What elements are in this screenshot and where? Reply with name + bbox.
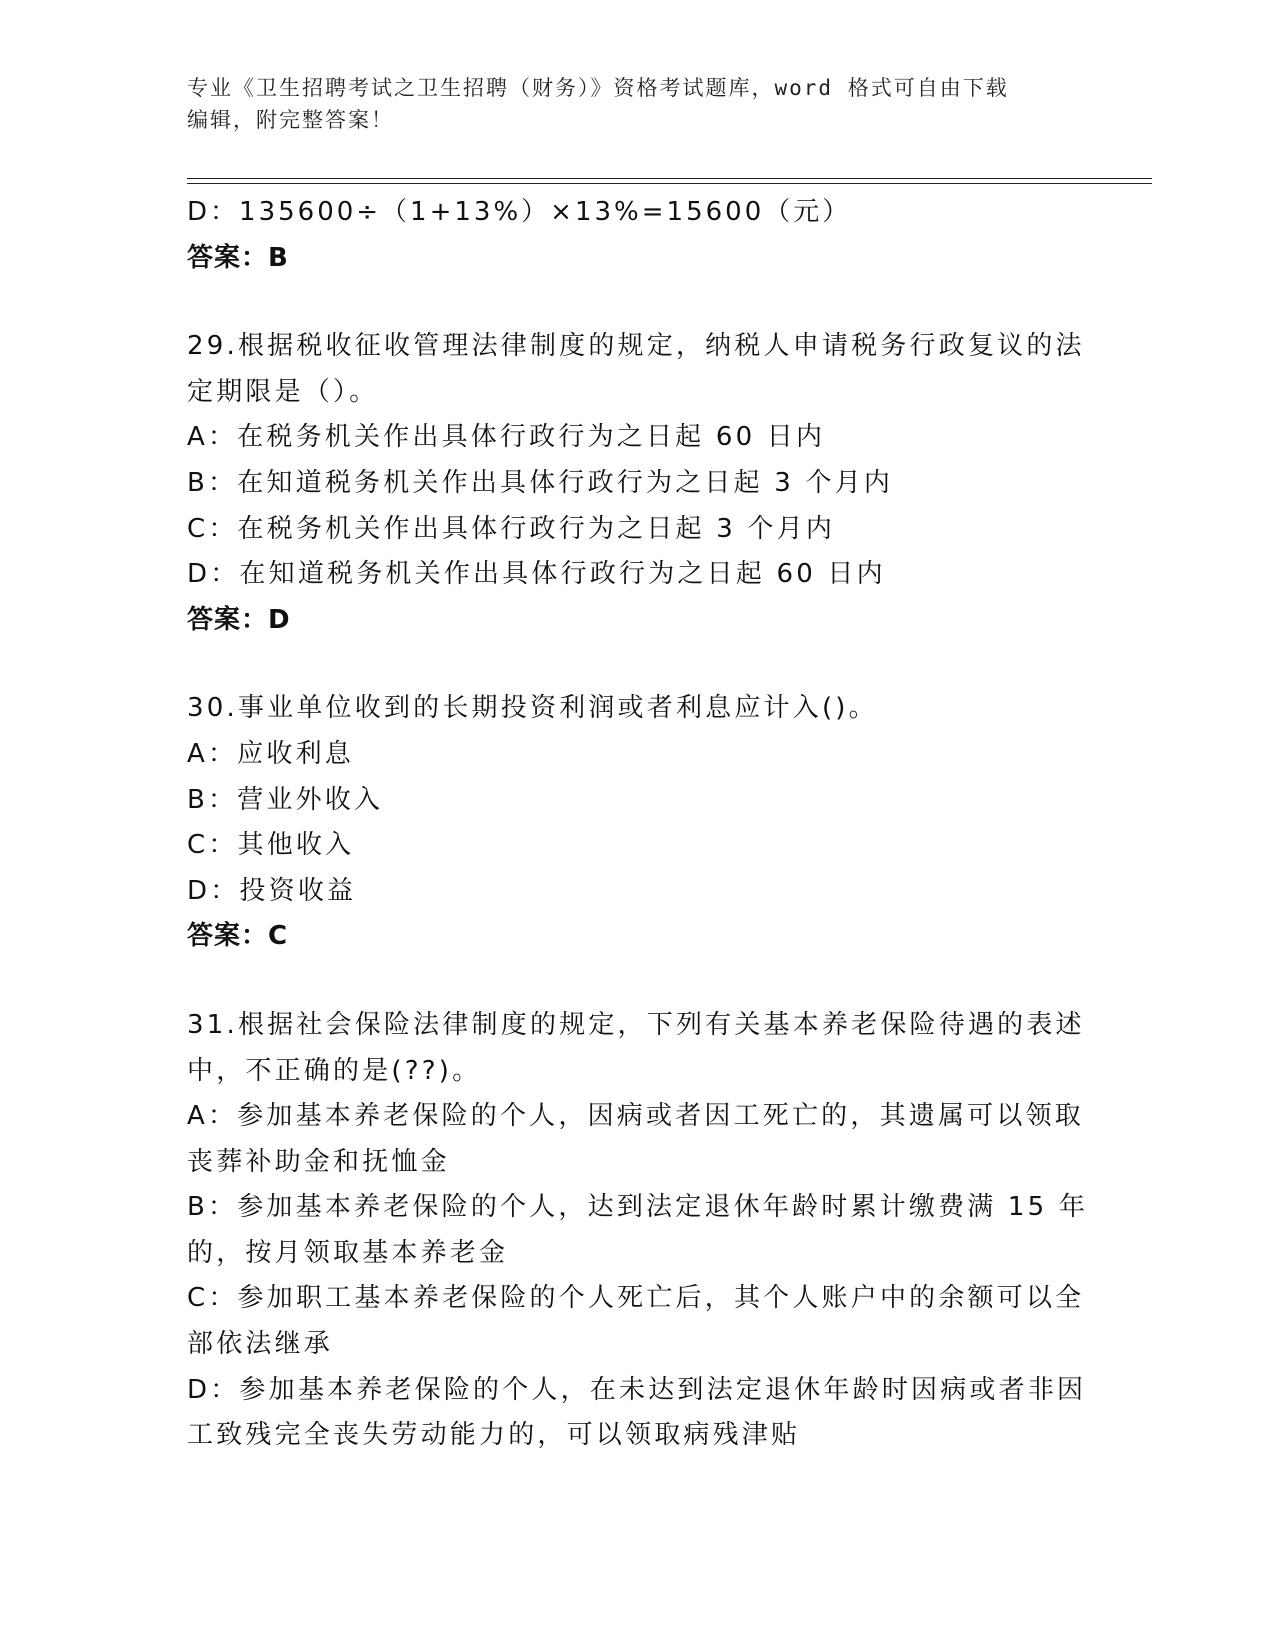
spacer bbox=[187, 281, 1087, 324]
question-stem: 29.根据税收征收管理法律制度的规定，纳税人申请税务行政复议的法 bbox=[187, 331, 1085, 362]
question-content bbox=[187, 190, 1087, 1459]
question-29 bbox=[187, 324, 1087, 643]
answer-line: 答案：C bbox=[187, 921, 289, 952]
option-c: C：在税务机关作出具体行政行为之日起 3 个月内 bbox=[187, 513, 836, 544]
option-a: A：应收利息 bbox=[187, 738, 354, 769]
option-d: D：在知道税务机关作出具体行政行为之日起 60 日内 bbox=[187, 559, 886, 590]
question-31 bbox=[187, 1003, 1087, 1459]
question-30 bbox=[187, 686, 1087, 960]
header-line-1: 专业《卫生招聘考试之卫生招聘（财务）》资格考试题库，word 格式可自由下载 bbox=[187, 76, 1009, 100]
option-a: A：在税务机关作出具体行政行为之日起 60 日内 bbox=[187, 422, 826, 453]
option-a: A：参加基本养老保险的个人，因病或者因工死亡的，其遗属可以领取 bbox=[187, 1101, 1084, 1132]
answer-line: 答案：D bbox=[187, 604, 291, 635]
question-stem: 31.根据社会保险法律制度的规定，下列有关基本养老保险待遇的表述 bbox=[187, 1009, 1085, 1040]
answer-line: 答案：B bbox=[187, 242, 289, 273]
header-divider-bottom bbox=[187, 183, 1152, 184]
header-line-2: 编辑，附完整答案！ bbox=[187, 108, 394, 132]
spacer bbox=[187, 643, 1087, 686]
question-stem: 30.事业单位收到的长期投资利润或者利息应计入()。 bbox=[187, 693, 878, 724]
option-c: C：参加职工基本养老保险的个人死亡后，其个人账户中的余额可以全 bbox=[187, 1283, 1085, 1314]
option-c: C：其他收入 bbox=[187, 830, 355, 861]
option-d: D：参加基本养老保险的个人，在未达到法定退休年龄时因病或者非因 bbox=[187, 1374, 1087, 1405]
option-a-continued: 丧葬补助金和抚恤金 bbox=[187, 1146, 450, 1177]
option-b: B：营业外收入 bbox=[187, 784, 384, 815]
spacer bbox=[187, 960, 1087, 1003]
option-b: B：参加基本养老保险的个人，达到法定退休年龄时累计缴费满 15 年 bbox=[187, 1192, 1089, 1223]
previous-question-tail bbox=[187, 190, 1087, 281]
option-d-continued: 工致残完全丧失劳动能力的，可以领取病残津贴 bbox=[187, 1420, 801, 1451]
option-c-continued: 部依法继承 bbox=[187, 1329, 334, 1360]
header-divider-top bbox=[187, 178, 1152, 179]
question-stem-continued: 定期限是（）。 bbox=[187, 376, 379, 407]
option-b: B：在知道税务机关作出具体行政行为之日起 3 个月内 bbox=[187, 467, 894, 498]
document-header bbox=[187, 72, 1087, 136]
option-d: D：投资收益 bbox=[187, 875, 357, 906]
option-b-continued: 的，按月领取基本养老金 bbox=[187, 1237, 509, 1268]
option-d: D：135600÷（1+13%）×13%=15600（元） bbox=[187, 197, 852, 227]
question-stem-continued: 中，不正确的是(??)。 bbox=[187, 1055, 482, 1086]
